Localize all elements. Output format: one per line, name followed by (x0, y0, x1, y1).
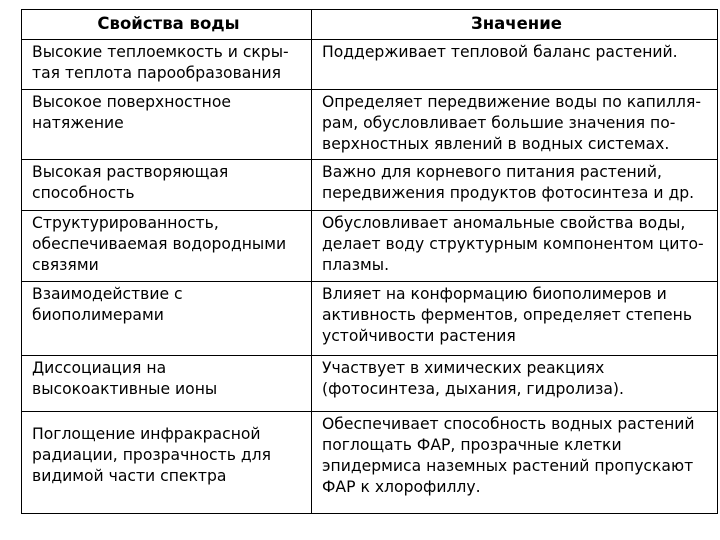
property-cell (22, 90, 312, 160)
value-cell (312, 90, 718, 160)
property-cell (22, 412, 312, 514)
value-line: Влияет на конформацию биополимеров и (322, 285, 667, 303)
value-line: поглощать ФАР, прозрачные клетки (322, 436, 622, 454)
property-line: высокоактивные ионы (32, 380, 218, 398)
property-cell (22, 160, 312, 211)
value-cell (312, 211, 718, 282)
property-line: Структурированность, (32, 214, 219, 232)
table-row (22, 412, 718, 514)
value-line: рам, обусловливает большие значения по- (322, 114, 676, 132)
property-cell (22, 40, 312, 90)
table-row (22, 282, 718, 356)
property-line: видимой части спектра (32, 467, 227, 485)
property-line: натяжение (32, 114, 124, 132)
value-line: активность ферментов, определяет степень (322, 306, 693, 324)
value-line: (фотосинтеза, дыхания, гидролиза). (322, 380, 624, 398)
table-row (22, 160, 718, 211)
property-cell (22, 282, 312, 356)
value-line: устойчивости растения (322, 327, 516, 345)
property-line: Поглощение инфракрасной (32, 425, 261, 443)
value-line: Поддерживает тепловой баланс растений. (322, 43, 678, 61)
value-line: ФАР к хлорофиллу. (322, 478, 481, 496)
property-line: тая теплота парообразования (32, 64, 282, 82)
property-line: связями (32, 256, 99, 274)
value-line: эпидермиса наземных растений пропускают (322, 457, 694, 475)
value-line: делает воду структурным компонентом цито- (322, 235, 704, 253)
property-line: Взаимодействие с (32, 285, 183, 303)
table-row (22, 90, 718, 160)
value-cell (312, 282, 718, 356)
value-cell (312, 40, 718, 90)
table-row (22, 356, 718, 412)
water-properties-table (21, 9, 718, 514)
property-line: Диссоциация на (32, 359, 167, 377)
value-line: Определяет передвижение воды по капилля- (322, 93, 701, 111)
value-cell (312, 160, 718, 211)
document-page (21, 9, 717, 514)
value-line: плазмы. (322, 256, 390, 274)
table-row (22, 40, 718, 90)
property-line: Высокое поверхностное (32, 93, 232, 111)
value-line: Участвует в химических реакциях (322, 359, 605, 377)
property-line: Высокая растворяющая (32, 163, 229, 181)
header-value: Значение (312, 10, 718, 40)
value-line: Важно для корневого питания растений, (322, 163, 662, 181)
property-cell (22, 211, 312, 282)
value-line: Обусловливает аномальные свойства воды, (322, 214, 686, 232)
value-cell (312, 412, 718, 514)
value-line: верхностных явлений в водных системах. (322, 135, 670, 153)
table-row (22, 211, 718, 282)
property-line: обеспечиваемая водородными (32, 235, 287, 253)
value-cell (312, 356, 718, 412)
property-line: способность (32, 184, 135, 202)
value-line: передвижения продуктов фотосинтеза и др. (322, 184, 695, 202)
property-cell (22, 356, 312, 412)
property-line: радиации, прозрачность для (32, 446, 271, 464)
value-line: Обеспечивает способность водных растений (322, 415, 695, 433)
property-line: Высокие теплоемкость и скры- (32, 43, 289, 61)
header-property: Свойства воды (22, 10, 312, 40)
property-line: биополимерами (32, 306, 164, 324)
table-header-row (22, 10, 718, 40)
